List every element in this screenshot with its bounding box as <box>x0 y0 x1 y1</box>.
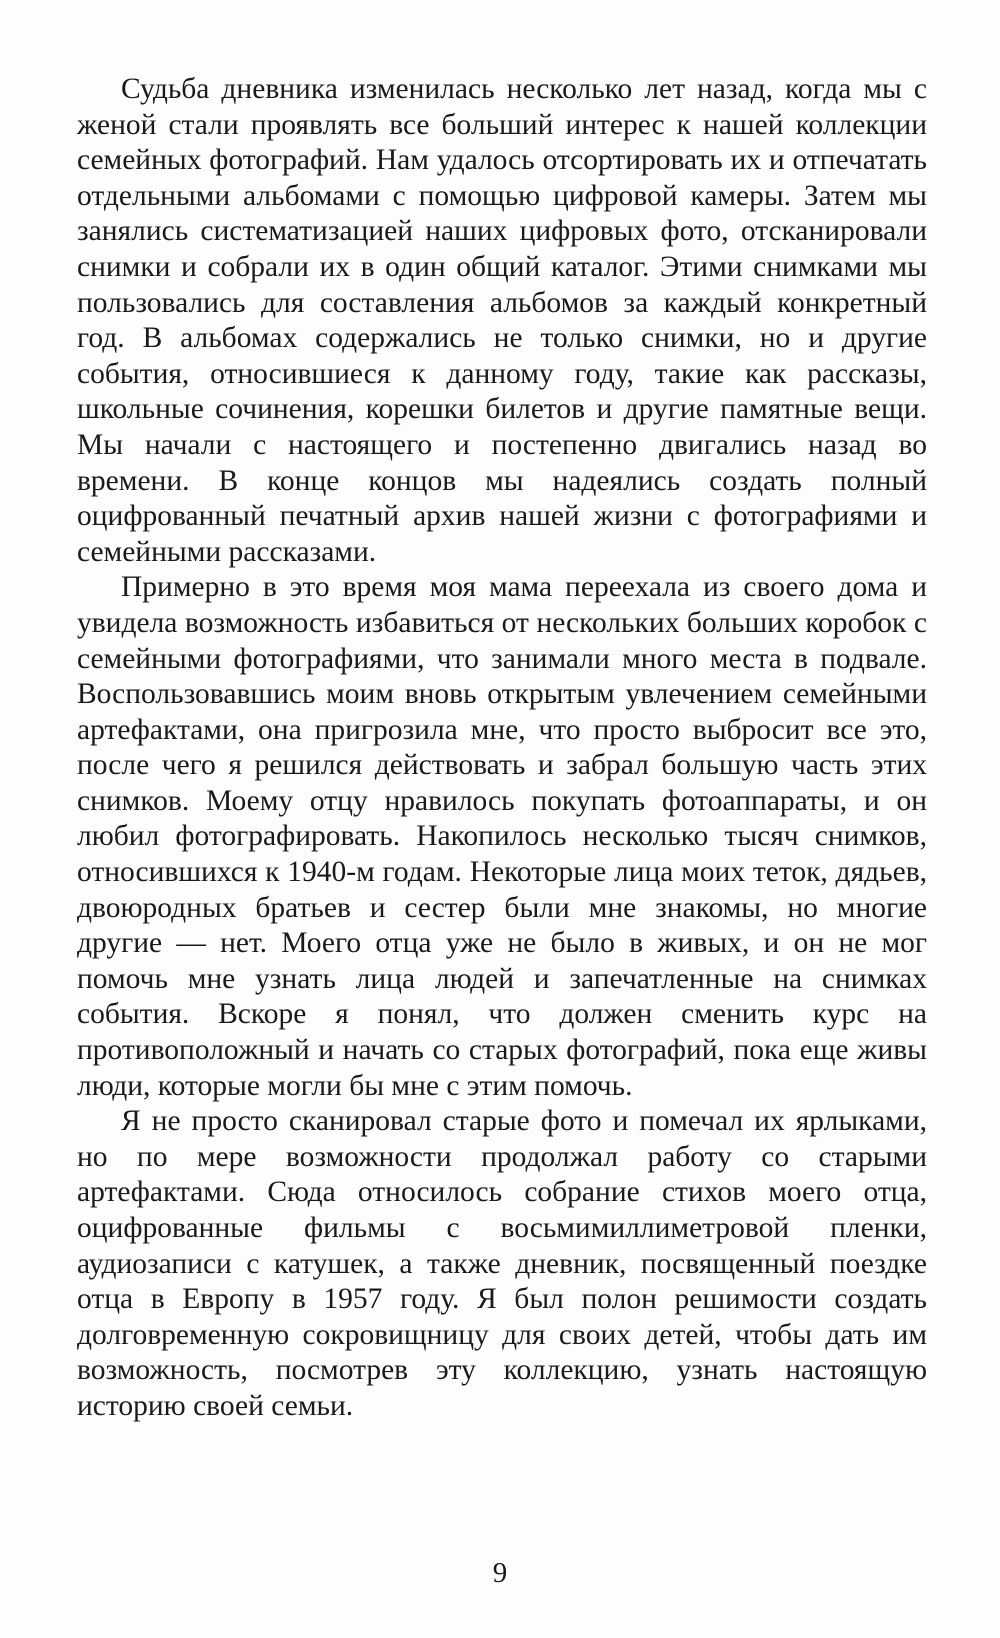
paragraph-1: Судьба дневника изменилась несколько лет назад, когда мы с женой стали проявлять все больший интерес к нашей коллекции семейных фотографий. Нам удалось отсортировать их и отпечатать отдельными альбомами с помощью цифровой камеры. Затем мы занялись систематизацией наших цифровых фото, отсканировали снимки и собрали их в один общий каталог. Этими снимками мы пользовались для составления альбомов за каждый конкретный год. В альбомах содержались не только снимки, но и другие события, относившиеся к данному году, такие как рассказы, школьные сочинения, корешки билетов и другие памятные вещи. Мы начали с настоящего и постепенно двигались назад во времени. В конце концов мы надеялись создать полный оцифрованный печатный архив нашей жизни с фотографиями и семейными рассказами. <box>77 73 927 568</box>
body-text <box>77 72 927 1425</box>
page-number: 9 <box>492 1557 508 1589</box>
paragraph-3: Я не просто сканировал старые фото и помечал их ярлыками, но по мере возможности продолжал работу со старыми артефактами. Сюда относилось собрание стихов моего отца, оцифрованные фильмы с восьмимиллиметровой пленки, аудиозаписи с катушек, а также дневник, посвященный поездке отца в Европу в 1957 году. Я был полон решимости создать долговременную сокровищницу для своих детей, чтобы дать им возможность, посмотрев эту коллекцию, узнать настоящую историю своей семьи. <box>77 1105 927 1422</box>
paragraph-2: Примерно в это время моя мама переехала из своего дома и увидела возможность избавиться от нескольких больших коробок с семейными фотографиями, что занимали много места в подвале. Воспользовавшись моим вновь открытым увлечением семейными артефактами, она пригрозила мне, что просто выбросит все это, после чего я решился действовать и забрал большую часть этих снимков. Моему отцу нравилось покупать фотоаппараты, и он любил фотографировать. Накопилось несколько тысяч снимков, относившихся к 1940-м годам. Некоторые лица моих теток, дядьев, двоюродных братьев и сестер были мне знакомы, но многие другие — нет. Моего отца уже не было в живых, и он не мог помочь мне узнать лица людей и запечатленные на снимках события. Вскоре я понял, что должен сменить курс на противоположный и начать со старых фотографий, пока еще живы люди, которые могли бы мне с этим помочь. <box>77 571 927 1102</box>
